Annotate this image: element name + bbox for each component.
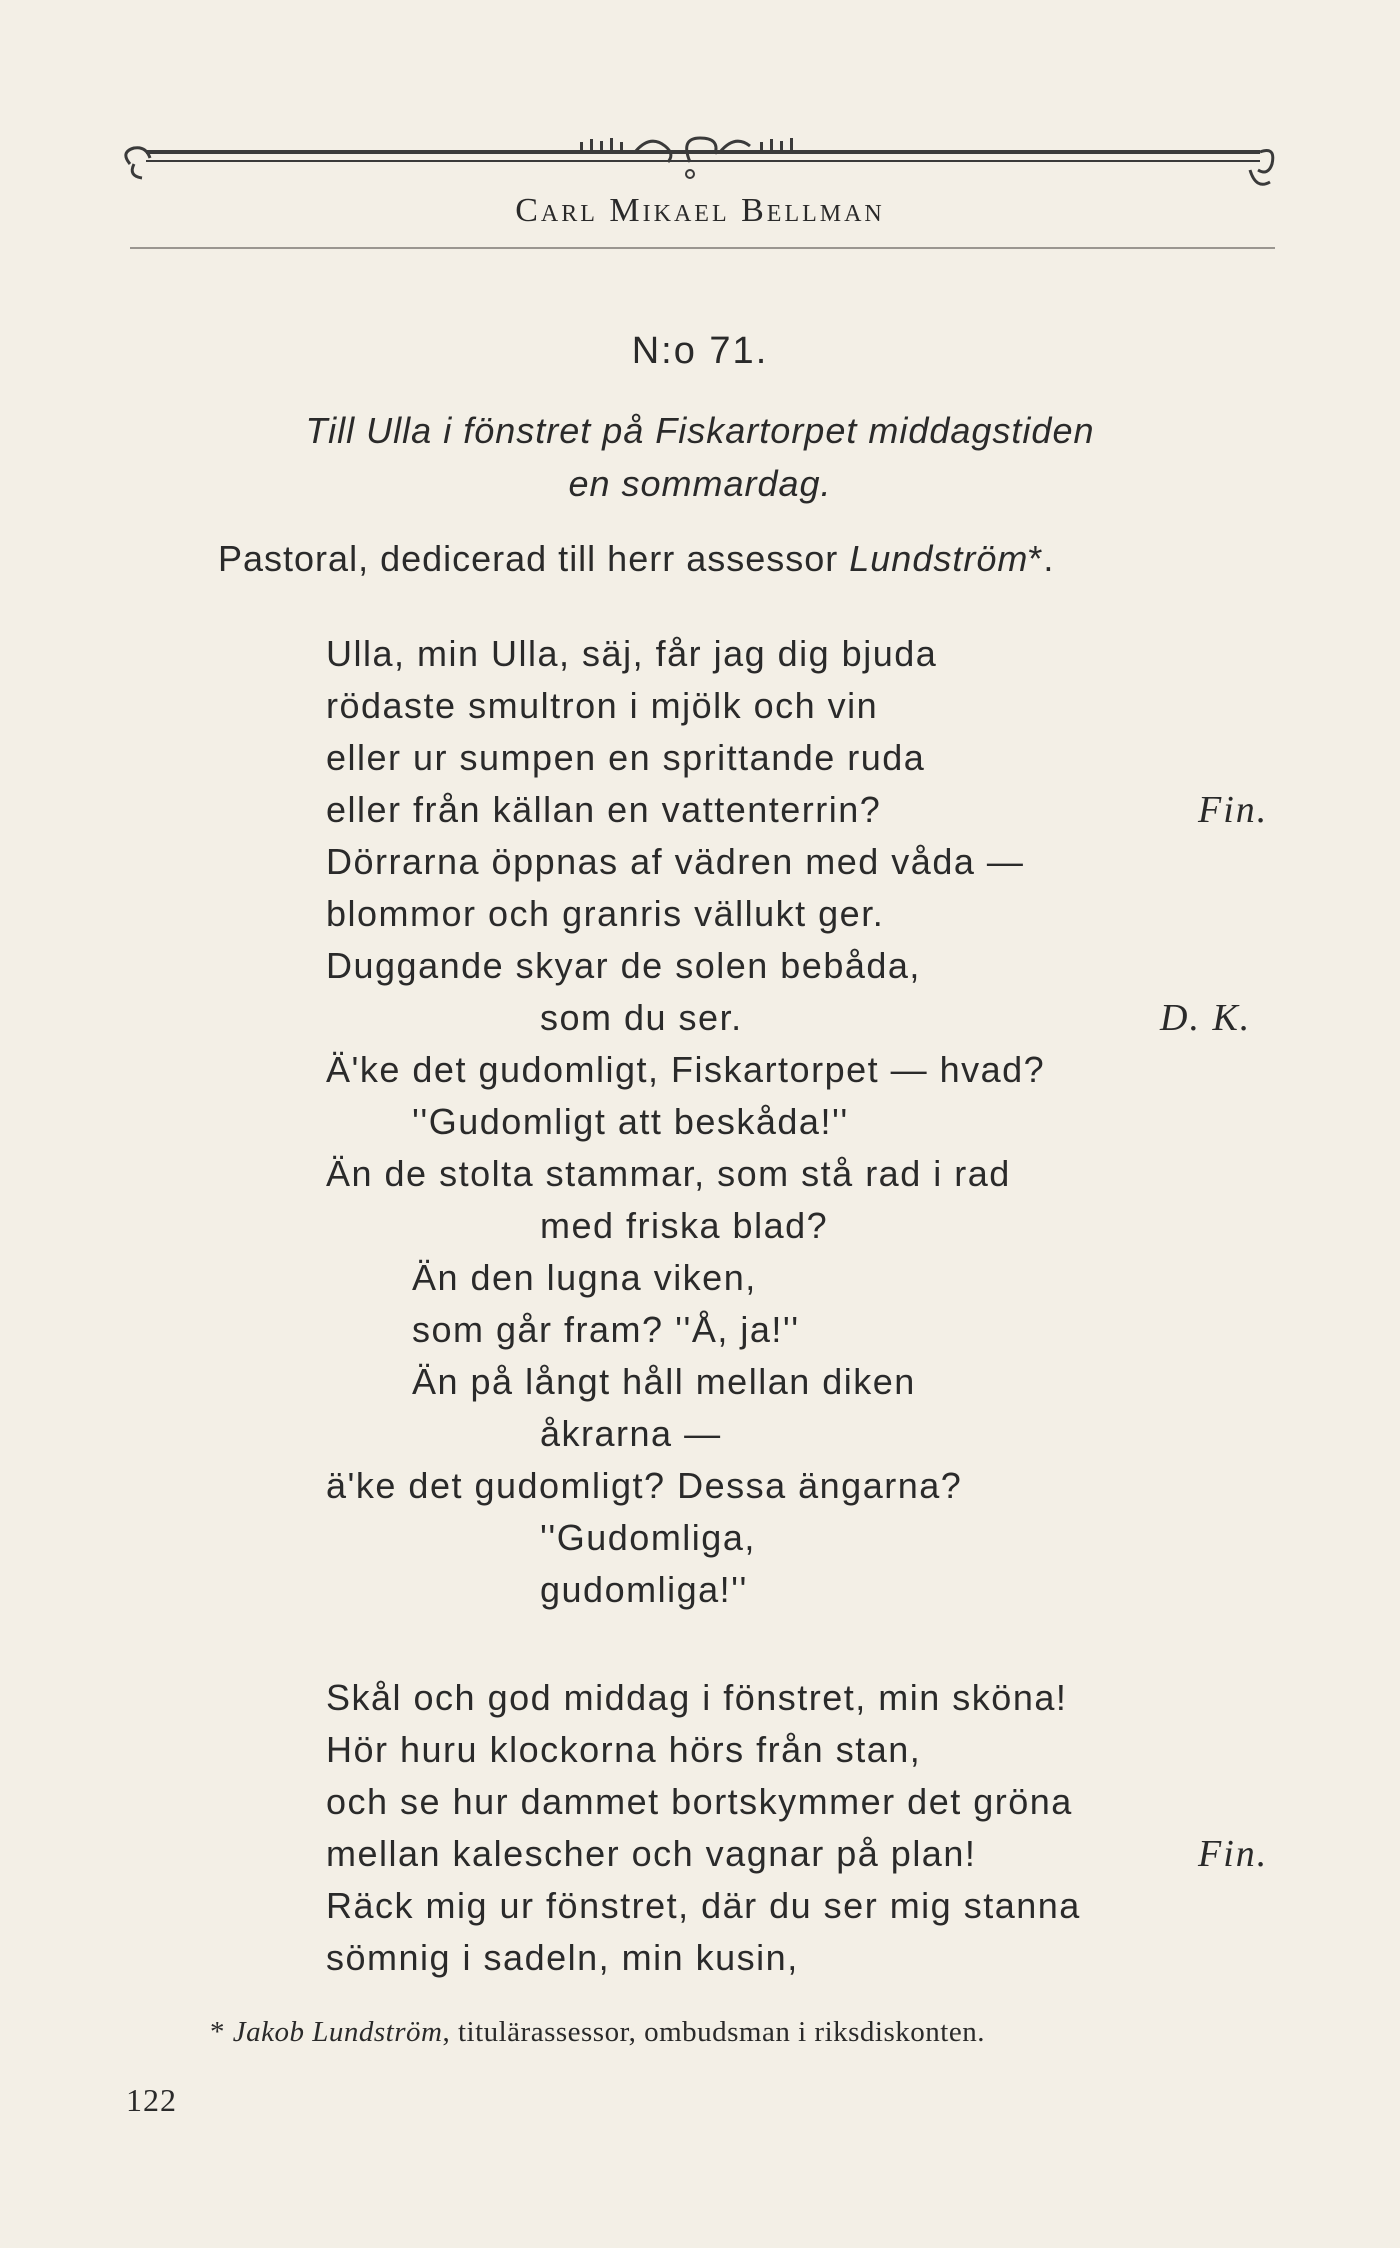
dedication-prefix: Pastoral, dedicerad till herr assessor	[218, 538, 850, 579]
marker-dk: D. K.	[1160, 997, 1252, 1039]
marker-fin: Fin.	[1198, 1833, 1269, 1875]
header-ornament	[120, 130, 1280, 200]
verse-line: som går fram? ''Å, ja!''	[412, 1309, 800, 1350]
verse-line: ''Gudomliga,	[540, 1517, 756, 1558]
verse-line: sömnig i sadeln, min kusin,	[326, 1937, 799, 1978]
verse-line: Skål och god middag i fönstret, min sköna!	[326, 1677, 1068, 1718]
verse-line: åkrarna —	[540, 1413, 722, 1454]
verse-line: Ulla, min Ulla, säj, får jag dig bjuda	[326, 633, 938, 674]
footnote-name: Jakob Lundström	[232, 2016, 443, 2048]
header-rule	[130, 247, 1275, 249]
verse-line: och se hur dammet bortskymmer det gröna	[326, 1781, 1073, 1822]
verse-line: Än den lugna viken,	[412, 1257, 757, 1298]
dedication	[218, 538, 1054, 580]
verse-line: Duggande skyar de solen bebåda,	[326, 945, 921, 986]
verse-line: Ä'ke det gudomligt, Fiskartorpet — hvad?	[326, 1049, 1046, 1090]
footnote-text: , titulärassessor, ombudsman i riksdiskonten.	[442, 2016, 985, 2048]
dedication-name: Lundström	[849, 538, 1029, 579]
verse-line: Än de stolta stammar, som stå rad i rad	[326, 1153, 1011, 1194]
verse-line: ä'ke det gudomligt? Dessa ängarna?	[326, 1465, 963, 1506]
verse-line: eller ur sumpen en sprittande ruda	[326, 737, 926, 778]
poem-title-line-2: en sommardag.	[568, 463, 832, 504]
footnote	[210, 2016, 985, 2049]
verse-line: Än på långt håll mellan diken	[412, 1361, 916, 1402]
verse-line: med friska blad?	[540, 1205, 829, 1246]
running-head: Carl Mikael Bellman	[515, 192, 885, 229]
footnote-mark: *	[210, 2016, 225, 2048]
verse-line: eller från källan en vattenterrin?	[326, 789, 882, 830]
poem-title-line-1: Till Ulla i fönstret på Fiskartorpet middagstiden	[305, 410, 1095, 451]
verse-line: ''Gudomligt att beskåda!''	[412, 1101, 849, 1142]
verse-line: gudomliga!''	[540, 1569, 748, 1610]
verse-line: som du ser.	[540, 997, 743, 1038]
dedication-suffix: *.	[1028, 538, 1055, 579]
marker-fin: Fin.	[1198, 789, 1269, 831]
verse-line: Hör huru klockorna hörs från stan,	[326, 1729, 922, 1770]
verse-line: blommor och granris vällukt ger.	[326, 893, 885, 934]
verse-line: Räck mig ur fönstret, där du ser mig stanna	[326, 1885, 1081, 1926]
poem-number: N:o 71.	[631, 330, 769, 372]
verse-line: rödaste smultron i mjölk och vin	[326, 685, 879, 726]
page-number: 122	[126, 2082, 177, 2118]
verse-line: Dörrarna öppnas af vädren med våda —	[326, 841, 1025, 882]
verse-line: mellan kalescher och vagnar på plan!	[326, 1833, 977, 1874]
